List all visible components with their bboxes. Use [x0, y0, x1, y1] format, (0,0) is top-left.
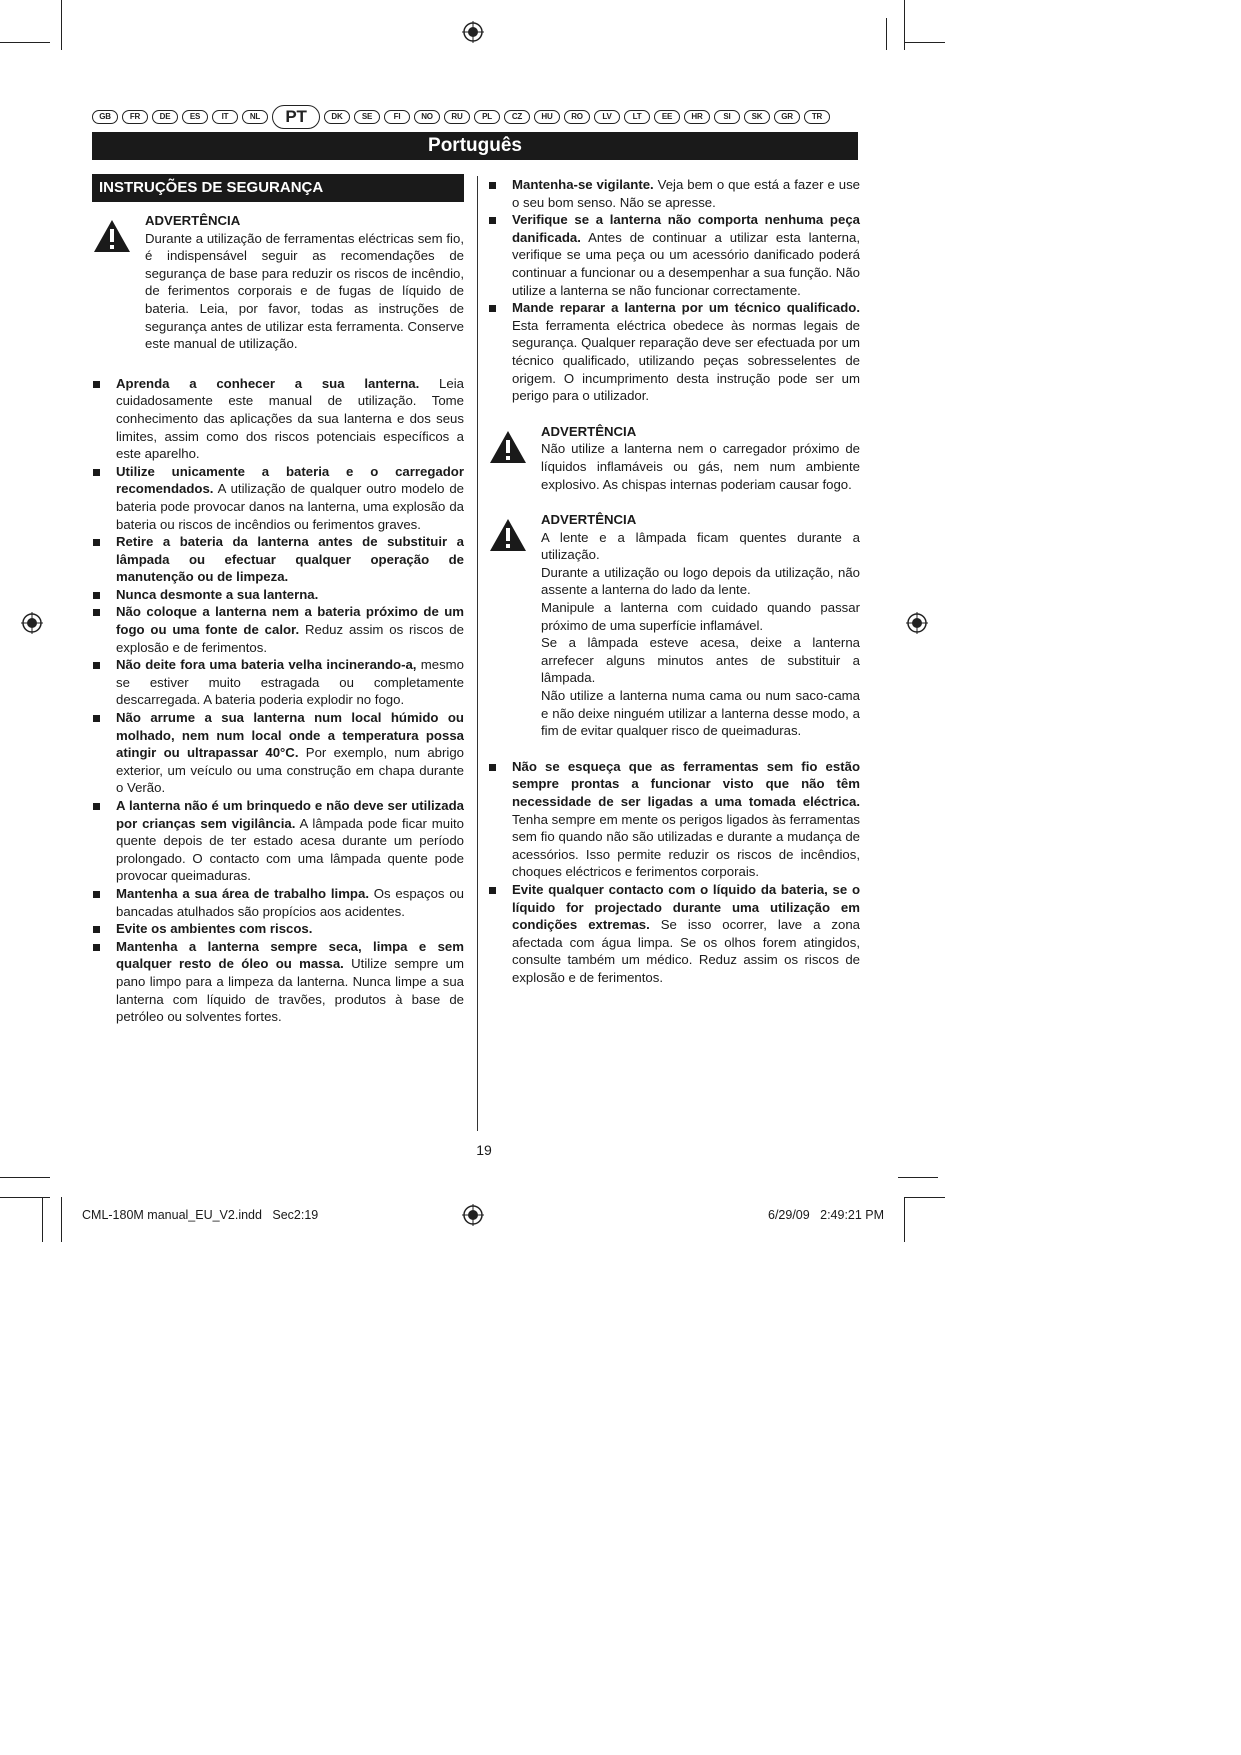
item-bold-lead: Não coloque a lanterna nem a bateria próximo de um fogo ou uma fonte de calor. [116, 604, 464, 638]
registration-mark-icon [462, 21, 484, 43]
list-item [92, 920, 464, 938]
right-column [488, 176, 860, 987]
crop-mark [898, 1177, 938, 1178]
language-tab-ro[interactable]: RO [564, 110, 590, 124]
crop-mark [905, 42, 945, 43]
item-text: Leia cuidadosamente este manual de utilização. Tome conhecimento das aplicações da sua lanterna e dos seus limites, assim como dos riscos potenciais específicos a este aparelho. [116, 375, 464, 462]
left-bullet-list [92, 375, 464, 1026]
bullet-square-icon [93, 469, 100, 476]
crop-mark [0, 1197, 50, 1198]
bullet-square-icon [93, 803, 100, 810]
page-title: Português [92, 132, 858, 160]
language-tab-it[interactable]: IT [212, 110, 238, 124]
item-text: A utilização de qualquer outro modelo de bateria pode provocar danos na lanterna, uma explosão da bateria ou riscos de incêndios ou ferimentos graves. [116, 481, 464, 532]
warning-title: ADVERTÊNCIA [145, 213, 241, 228]
item-bold-lead: Não se esqueça que as ferramentas sem fio estão sempre prontas a funcionar visto que não têm necessidade de ser ligadas a uma tomada eléctrica. [512, 758, 860, 809]
list-item [488, 211, 860, 299]
bullet-square-icon [93, 715, 100, 722]
language-tab-lv[interactable]: LV [594, 110, 620, 124]
list-item [92, 709, 464, 797]
language-tab-gb[interactable]: GB [92, 110, 118, 124]
list-item [92, 885, 464, 920]
list-item [92, 586, 464, 604]
bullet-square-icon [489, 217, 496, 224]
language-tab-es[interactable]: ES [182, 110, 208, 124]
bullet-square-icon [93, 609, 100, 616]
language-tab-hu[interactable]: HU [534, 110, 560, 124]
footer-file-info: CML-180M manual_EU_V2.indd Sec2:19 [82, 1208, 319, 1222]
footer-timestamp: 6/29/09 2:49:21 PM [768, 1208, 885, 1222]
item-text: Esta ferramenta eléctrica obedece às normas legais de segurança. Qualquer reparação deve ser efectuada por um técnico qualificado, utilizando peças sobresselentes de origem. O incumprimento desta instrução pode ser um perigo para o utilizador. [512, 317, 860, 404]
bullet-square-icon [93, 944, 100, 951]
item-bold-lead: A lanterna não é um brinquedo e não deve ser utilizada por crianças sem vigilância. [116, 798, 464, 831]
list-item [92, 603, 464, 656]
warning-title: ADVERTÊNCIA [541, 423, 637, 439]
language-tab-hr[interactable]: HR [684, 110, 710, 124]
item-bold-lead: Aprenda a conhecer a sua lanterna. [116, 375, 420, 391]
bullet-square-icon [93, 662, 100, 669]
warning-text: A lente e a lâmpada ficam quentes durante a utilização. [541, 529, 860, 563]
warning-text: Não utilize a lanterna nem o carregador próximo de líquidos inflamáveis ou gás, nem num ambiente explosivo. As chispas internas poderiam causar fogo. [541, 441, 860, 492]
section-title: INSTRUÇÕES DE SEGURANÇA [92, 174, 464, 202]
list-item [92, 375, 464, 463]
item-bold-lead: Verifique se a lanterna não comporta nenhuma peça danificada. [512, 212, 860, 245]
item-text: A lâmpada pode ficar muito quente depois de ter estado acesa durante um período prolongado. O contacto com uma lâmpada quente pode provocar queimaduras. [116, 815, 464, 884]
language-tab-lt[interactable]: LT [624, 110, 650, 124]
bullet-square-icon [93, 891, 100, 898]
bullet-square-icon [93, 592, 100, 599]
list-item [488, 881, 860, 987]
warning-block [488, 423, 860, 493]
crop-mark [42, 1197, 43, 1242]
list-item [92, 463, 464, 533]
bullet-square-icon [489, 887, 496, 894]
list-item [92, 797, 464, 885]
language-tab-dk[interactable]: DK [324, 110, 350, 124]
warning-text: Se a lâmpada esteve acesa, deixe a lanterna arrefecer alguns minutos antes de substituir a lâmpada. [541, 635, 860, 686]
warning-block [92, 212, 464, 353]
item-bold-lead: Nunca desmonte a sua lanterna. [116, 586, 319, 602]
item-bold-lead: Não deite fora uma bateria velha incinerando-a, [116, 657, 417, 673]
item-text: Se isso ocorrer, lave a zona afectada com água limpa. Se os olhos forem atingidos, consulte também um médico. Reduz assim os riscos de explosão e de ferimentos. [512, 917, 860, 985]
item-text: Antes de continuar a utilizar esta lanterna, verifique se uma peça ou um acessório danificado poderá continuar a funcionar ou a desempenhar a sua função. Não utilize a lanterna se não funcionar correctamente. [512, 229, 860, 298]
language-tab-gr[interactable]: GR [774, 110, 800, 124]
item-bold-lead: Evite os ambientes com riscos. [116, 921, 313, 937]
right-bullet-list-top [488, 176, 860, 405]
warning-text: Manipule a lanterna com cuidado quando passar próximo de uma superfície inflamável. [541, 600, 860, 633]
page-number: 19 [476, 1142, 492, 1158]
language-tab-se[interactable]: SE [354, 110, 380, 124]
right-bullet-list-bottom [488, 758, 860, 987]
item-bold-lead: Mande reparar a lanterna por um técnico qualificado. [512, 300, 860, 316]
list-item [488, 299, 860, 405]
item-bold-lead: Não arrume a sua lanterna num local húmido ou molhado, nem num local onde a temperatura possa atingir ou ultrapassar 40°C. [116, 710, 464, 761]
registration-mark-icon [906, 612, 928, 634]
warning-triangle-icon [488, 429, 528, 465]
warning-triangle-icon [488, 517, 528, 553]
column-divider [477, 176, 478, 1131]
language-tab-cz[interactable]: CZ [504, 110, 530, 124]
language-tab-sk[interactable]: SK [744, 110, 770, 124]
language-tab-fr[interactable]: FR [122, 110, 148, 124]
bullet-square-icon [489, 764, 496, 771]
language-bar [92, 104, 858, 130]
list-item [488, 758, 860, 881]
crop-mark [61, 1197, 62, 1242]
item-bold-lead: Mantenha-se vigilante. [512, 177, 654, 192]
bullet-square-icon [489, 182, 496, 189]
language-tab-ee[interactable]: EE [654, 110, 680, 124]
language-tab-tr[interactable]: TR [804, 110, 830, 124]
list-item [92, 533, 464, 586]
bullet-square-icon [93, 381, 100, 388]
bullet-square-icon [93, 539, 100, 546]
list-item [488, 176, 860, 211]
crop-mark [61, 0, 62, 50]
crop-mark [904, 1197, 905, 1242]
warning-text: Não utilize a lanterna numa cama ou num saco-cama e não deixe ninguém utilizar a lanterna desse modo, a fim de evitar qualquer risco de queimaduras. [541, 688, 860, 739]
registration-mark-icon [462, 1204, 484, 1226]
item-text: mesmo se estiver muito estragada ou completamente descarregada. A bateria poderia explodir no fogo. [116, 657, 464, 708]
crop-mark [0, 42, 50, 43]
language-tab-nl[interactable]: NL [242, 110, 268, 124]
item-bold-lead: Utilize unicamente a bateria e o carregador recomendados. [116, 463, 464, 497]
warning-triangle-icon [92, 218, 132, 254]
language-tab-ru[interactable]: RU [444, 110, 470, 124]
crop-mark [905, 1197, 945, 1198]
item-text: Os espaços ou bancadas atulhados são propícios aos acidentes. [116, 885, 464, 919]
bullet-square-icon [489, 305, 496, 312]
item-text: Reduz assim os riscos de explosão e de ferimentos. [116, 622, 464, 655]
item-text: Por exemplo, num abrigo exterior, um veículo ou uma construção em chapa durante o Verão. [116, 745, 464, 796]
item-bold-lead: Mantenha a sua área de trabalho limpa. [116, 885, 369, 901]
warning-title: ADVERTÊNCIA [541, 512, 637, 528]
item-text: Veja bem o que está a fazer e use o seu bom senso. Não se apresse. [512, 177, 861, 210]
warning-block [488, 511, 860, 740]
item-bold-lead: Mantenha a lanterna sempre seca, limpa e sem qualquer resto de óleo ou massa. [116, 938, 464, 972]
language-tab-de[interactable]: DE [152, 110, 178, 124]
language-tab-pl[interactable]: PL [474, 110, 500, 124]
language-tab-fi[interactable]: FI [384, 110, 410, 124]
warning-text: Durante a utilização ou logo depois da utilização, não assente a lanterna do lado da lente. [541, 564, 860, 598]
item-bold-lead: Evite qualquer contacto com o líquido da bateria, se o líquido for projectado durante uma utilização em condições extremas. [512, 881, 860, 933]
crop-mark [0, 1177, 50, 1178]
language-tab-no[interactable]: NO [414, 110, 440, 124]
item-bold-lead: Retire a bateria da lanterna antes de substituir a lâmpada ou efectuar qualquer operação de manutenção ou de limpeza. [116, 534, 464, 585]
registration-mark-icon [21, 612, 43, 634]
item-text: Tenha sempre em mente os perigos ligados às ferramentas sem fio quando não são utilizadas e durante a mudança de acessórios. Isso permite reduzir os riscos de incêndios, choques eléctricos e ferimentos corporais. [512, 811, 860, 880]
language-tab-pt[interactable]: PT [272, 105, 320, 129]
list-item [92, 938, 464, 1026]
list-item [92, 656, 464, 709]
left-column [92, 212, 464, 1026]
bullet-square-icon [93, 926, 100, 933]
warning-text: Durante a utilização de ferramentas eléctricas sem fio, é indispensável seguir as recomendações de segurança de base para reduzir os riscos de incêndio, de ferimentos corporais e de fugas de líquido de bateria. Leia, por favor, todas as instruções de segurança antes de utilizar esta ferramenta. Conserve este manual de utilização. [145, 230, 464, 352]
item-text: Utilize sempre um pano limpo para a limpeza da lanterna. Nunca limpe a sua lanterna com líquido de travões, produtos à base de petróleo ou solventes fortes. [116, 956, 464, 1025]
language-tab-si[interactable]: SI [714, 110, 740, 124]
crop-mark [886, 18, 887, 50]
